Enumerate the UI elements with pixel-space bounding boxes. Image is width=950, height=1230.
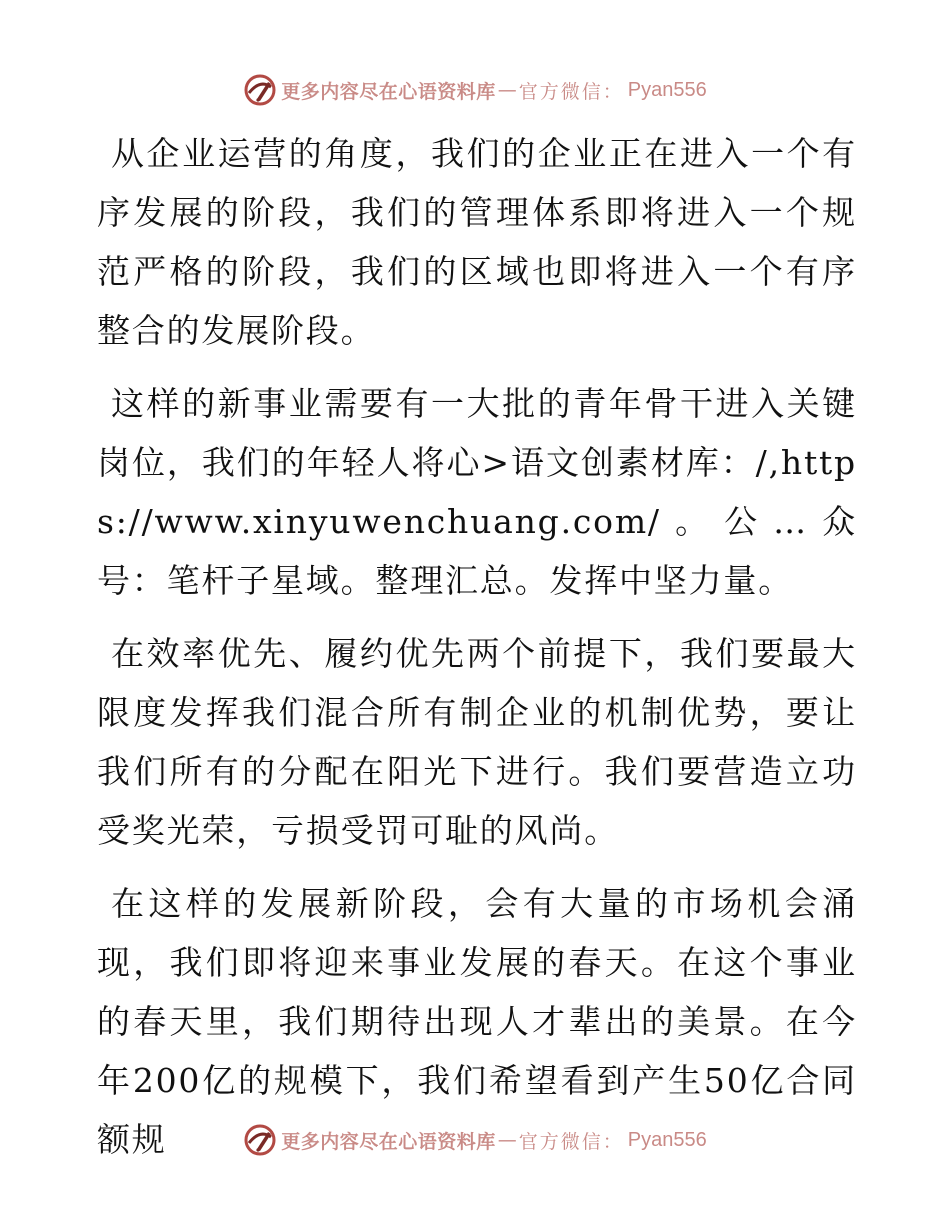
header-watermark	[0, 70, 950, 110]
footer-site-text: 更多内容尽在心语资料库	[281, 1130, 496, 1153]
header-site-text: 更多内容尽在心语资料库	[281, 80, 496, 103]
header-wechat-id: Pyan556	[627, 78, 707, 101]
document-body	[97, 124, 857, 1183]
pen-logo-icon	[243, 73, 277, 107]
footer-wechat-id: Pyan556	[627, 1128, 707, 1151]
header-wechat-label: 官方微信：	[518, 80, 624, 103]
footer-watermark	[0, 1120, 950, 1160]
footer-wechat-label: 官方微信：	[518, 1130, 624, 1153]
paragraph-2: 这样的新事业需要有一大批的青年骨干进入关键岗位，我们的年轻人将心>语文创素材库：/,https://www.xinyuwenchuang.com/。公…众号：笔杆子星域。整理汇总。发挥中坚力量。	[97, 384, 857, 600]
header-dash: —	[497, 79, 517, 101]
pen-logo-icon	[243, 1123, 277, 1157]
paragraph-3: 在效率优先、履约优先两个前提下，我们要最大限度发挥我们混合所有制企业的机制优势，要让我们所有的分配在阳光下进行。我们要营造立功受奖光荣，亏损受罚可耻的风尚。	[97, 634, 857, 850]
footer-dash: —	[497, 1129, 517, 1151]
paragraph-1: 从企业运营的角度，我们的企业正在进入一个有序发展的阶段，我们的管理体系即将进入一个规范严格的阶段，我们的区域也即将进入一个有序整合的发展阶段。	[97, 134, 857, 350]
paragraph-4: 在这样的发展新阶段，会有大量的市场机会涌现，我们即将迎来事业发展的春天。在这个事业的春天里，我们期待出现人才辈出的美景。在今年200亿的规模下，我们希望看到产生50亿合同额规	[97, 884, 857, 1159]
